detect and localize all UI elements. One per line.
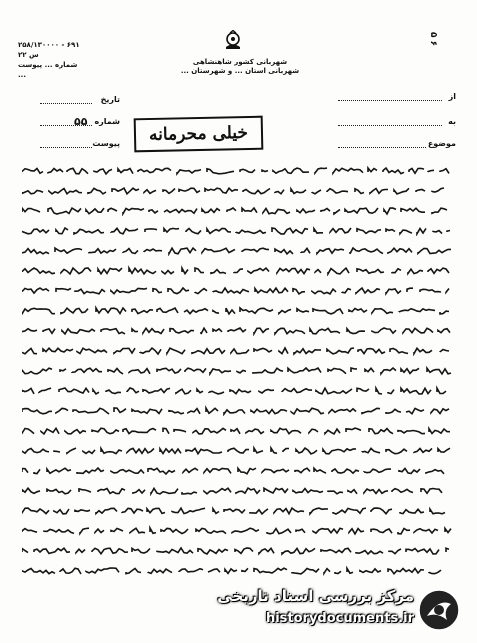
- body-text-line: [22, 525, 452, 536]
- stamp-text: خیلی محرمانه: [148, 122, 249, 146]
- field-date: [40, 95, 120, 105]
- field-from-line: [338, 100, 442, 101]
- watermark-url: historydocuments.ir: [265, 611, 414, 626]
- body-text-line: [22, 165, 452, 176]
- field-to: [338, 117, 456, 127]
- field-to-line: [338, 125, 442, 126]
- body-text-line: [22, 425, 452, 436]
- field-attachment-label: پیوست: [92, 139, 120, 148]
- field-to-label: به: [448, 117, 456, 126]
- document-number-block: [18, 40, 80, 80]
- field-subject: [338, 139, 456, 149]
- field-date-line: [40, 103, 92, 104]
- body-text-line: [22, 285, 452, 296]
- watermark-title: مرکز بررسی اسناد تاریخی: [217, 587, 414, 605]
- organization-line-1: شهربانی کشور شاهنشاهی: [192, 58, 288, 66]
- field-attachment: [40, 139, 120, 149]
- lion-and-sun-emblem-icon: [222, 30, 244, 52]
- field-attachment-line: [40, 147, 92, 148]
- field-number: [40, 117, 120, 127]
- body-text-line: [22, 325, 452, 336]
- body-text-line: [22, 485, 452, 496]
- field-number-label: شماره: [94, 117, 120, 126]
- body-text-line: [22, 385, 452, 396]
- body-text-line: [22, 365, 452, 376]
- organization-line-2: شهربانی استان ... و شهرستان ...: [180, 67, 300, 75]
- body-text-line: [22, 245, 452, 256]
- body-text-line: [22, 445, 452, 456]
- body-text-line: [22, 505, 452, 516]
- field-date-label: تاریخ: [100, 95, 120, 104]
- document-meta: شماره ... پیوست ...: [18, 61, 78, 79]
- archive-logo-icon: [417, 588, 461, 632]
- body-text-line: [22, 345, 452, 356]
- watermark: [214, 585, 470, 635]
- field-subject-label: موضوع: [427, 139, 456, 148]
- body-text-line: [22, 265, 452, 276]
- field-from: [338, 92, 456, 102]
- side-marks: ۵ ۶: [428, 32, 438, 47]
- organization-heading: [170, 58, 310, 76]
- body-text-line: [22, 305, 452, 316]
- field-number-line: [40, 125, 92, 126]
- body-text-line: [22, 565, 452, 576]
- body-text-line: [22, 405, 452, 416]
- field-number-value: ۵۵: [74, 115, 88, 128]
- body-text-line: [22, 185, 452, 196]
- body-text-line: [22, 225, 452, 236]
- body-text-line: [22, 465, 452, 476]
- document-number: ۲۵۸/۱۳۰۰۰۰ - ۶۹۱ س ۲۲: [18, 41, 80, 59]
- top-secret-stamp: [134, 116, 264, 153]
- body-text-line: [22, 205, 452, 216]
- field-subject-line: [338, 147, 426, 148]
- body-text-line: [22, 545, 452, 556]
- field-from-label: از: [448, 92, 456, 101]
